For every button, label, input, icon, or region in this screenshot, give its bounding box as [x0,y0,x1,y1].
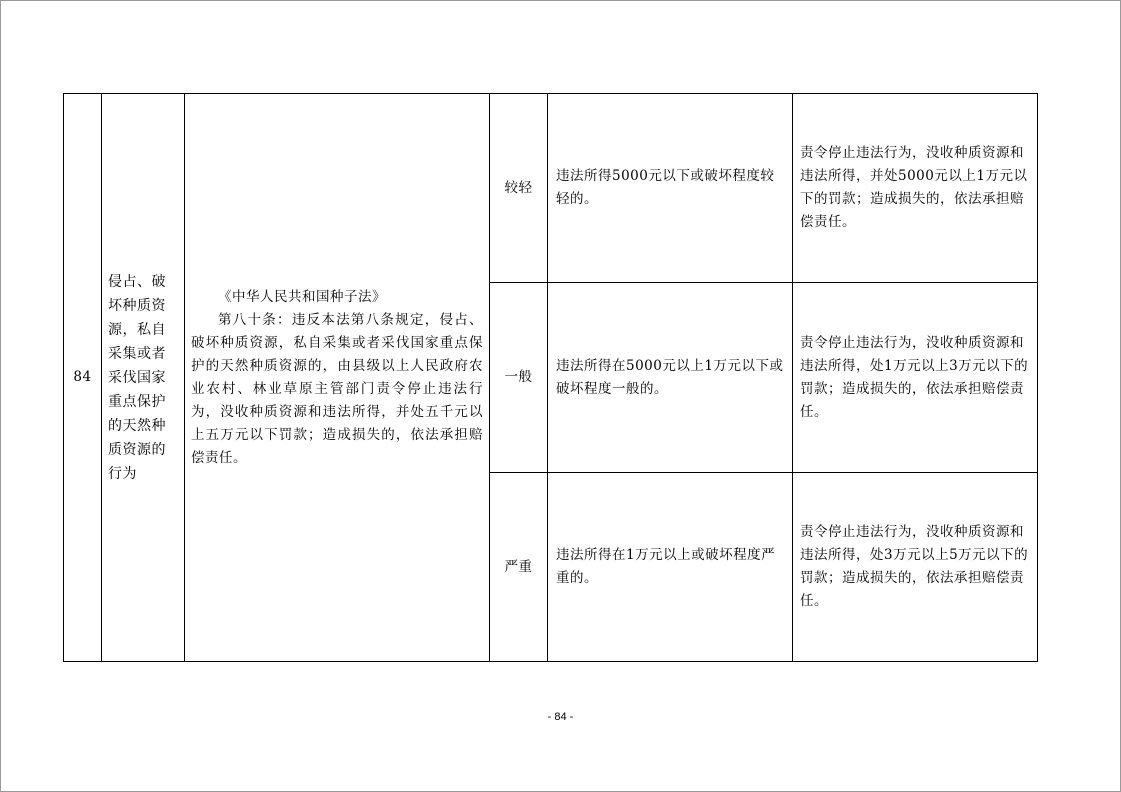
penalty-standard: 责令停止违法行为，没收种质资源和违法所得，处1万元以上3万元以下的罚款；造成损失的，依法承担赔偿责任。 [793,283,1038,473]
penalty-standard: 责令停止违法行为，没收种质资源和违法所得，并处5000元以上1万元以下的罚款；造成损失的，依法承担赔偿责任。 [793,94,1038,283]
severity-level: 严重 [490,473,548,662]
violation-behavior: 侵占、破坏种质资源，私自采集或者采伐国家重点保护的天然种质资源的行为 [102,94,185,662]
page-number: - 84 - [547,711,574,723]
law-title: 《中华人民共和国种子法》 [218,288,386,305]
penalty-standard: 责令停止违法行为，没收种质资源和违法所得，处3万元以上5万元以下的罚款；造成损失的，依法承担赔偿责任。 [793,473,1038,662]
table-row [64,94,1038,283]
severity-level: 一般 [490,283,548,473]
violation-circumstance: 违法所得在1万元以上或破坏程度严重的。 [548,473,793,662]
legal-basis [185,94,490,662]
violation-circumstance: 违法所得在5000元以上1万元以下或破坏程度一般的。 [548,283,793,473]
law-article-text: 第八十条：违反本法第八条规定，侵占、破坏种质资源，私自采集或者采伐国家重点保护的天然种质资源的，由县级以上人民政府农业农村、林业草原主管部门责令停止违法行为，没收种质资源和违法所得，并处五千元以上五万元以下罚款；造成损失的，依法承担赔偿责任。 [191,311,483,466]
severity-level: 较轻 [490,94,548,283]
penalty-standard-table [63,93,1038,662]
violation-circumstance: 违法所得5000元以下或破坏程度较轻的。 [548,94,793,283]
item-number: 84 [64,94,102,662]
